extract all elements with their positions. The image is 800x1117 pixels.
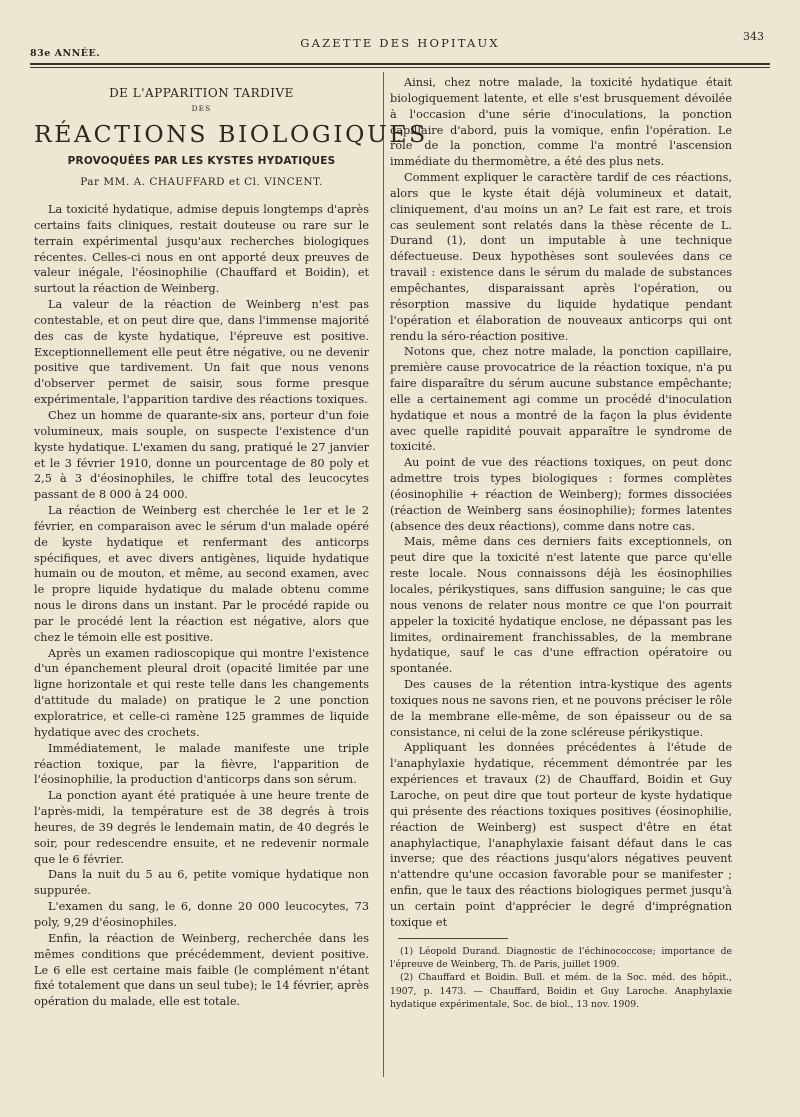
article-des: DES: [191, 104, 212, 113]
article-heading: DE L'APPARITION TARDIVE: [109, 86, 294, 100]
header-rule-thin: [30, 67, 770, 68]
paragraph: Après un examen radioscopique qui montre l'existence d'un épanchement pleural droit (opacité limitée par une ligne horizontale et qui reste telle dans les changements d'attitude du malade) on pratique le 2 une ponction exploratrice, et celle-ci ramène 125 grammes de liquide hydatique avec des crochets.: [34, 646, 369, 739]
paragraph: Dans la nuit du 5 au 6, petite vomique hydatique non suppurée.: [34, 868, 369, 898]
paragraph: Appliquant les données précédentes à l'étude de l'anaphylaxie hydatique, récemment démontrée par les expériences et travaux (2) de Chauffard, Boidin et Guy Laroche, on peut dire que tout porteur de kyste hydatique qui présente des réactions toxiques positives (éosinophilie, réaction de Weinberg) est suspect d'être en état anaphylactique, l'anaphylaxie faisant défaut dans le cas inverse; que des réactions jusqu'alors négatives peuvent n'attendre qu'une occasion favorable pour se manifester ; enfin, que le taux des réactions biologiques permet jusqu'à un certain point d'apprécier le degré d'imprégnation toxique et: [390, 741, 732, 929]
paragraph: Notons que, chez notre malade, la ponction capillaire, première cause provocatrice de la réaction toxique, n'a pu faire disparaître du sérum aucune substance empêchante; elle a certainement agi comme un procédé d'inoculation hydatique et nous a montré de la façon la plus évidente avec quelle rapidité pouvait apparaître le syndrome de toxicité.: [390, 345, 732, 454]
paragraph: Des causes de la rétention intra-kystique des agents toxiques nous ne savons rien, et ne pouvons préciser le rôle de la membrane elle-même, de son épaisseur ou de sa consistance, ni celui de la zone scléreuse périkystique.: [390, 678, 732, 739]
footnotes: [390, 945, 732, 1012]
paragraph: La valeur de la réaction de Weinberg n'est pas contestable, et on peut dire que, dans l'immense majorité des cas de kyste hydatique, l'épreuve est positive. Exceptionnellement elle peut être négative, ou ne devenir positive que tardivement. Un fait que nous venons d'observer permet de saisir, sous forme presque expérimentale, l'apparition tardive des réactions toxiques.: [34, 298, 369, 407]
right-column: [390, 75, 732, 1085]
paragraph: Mais, même dans ces derniers faits exceptionnels, on peut dire que la toxicité n'est latente que parce qu'elle reste locale. Nous connaissons déjà les éosinophilies locales, périkystiques, sans diffusion sanguine; le cas que nous venons de relater nous montre ce que l'on pourrait appeler la toxicité hydatique enclose, ne dépassant pas les limites, ordinairement franchissables, de la membrane hydatique, sauf le cas d'une effraction opératoire ou spontanée.: [390, 535, 732, 676]
left-body: [34, 202, 369, 1010]
paragraph: La toxicité hydatique, admise depuis longtemps d'après certains faits cliniques, restait douteuse ou rare sur le terrain expérimental jusqu'aux recherches biologiques récentes. Celles-ci nous en ont apporté deux preuves de valeur inégale, l'éosinophilie (Chauffard et Boidin), et surtout la réaction de Weinberg.: [34, 203, 369, 296]
right-body: [390, 75, 732, 931]
paragraph: La réaction de Weinberg est cherchée le 1er et le 2 février, en comparaison avec le sérum d'un malade opéré de kyste hydatique et renfermant des anticorps spécifiques, et avec divers antigènes, liquide hydatique humain ou de mouton, et même, au second examen, avec le propre liquide hydatique du malade obtenu comme nous le dirons dans un instant. Par le procédé rapide ou par le procédé lent la réaction est négative, alors que chez le témoin elle est positive.: [34, 504, 369, 644]
paragraph: Comment expliquer le caractère tardif de ces réactions, alors que le kyste était déjà volumineux et datait, cliniquement, d'au moins un an? Le fait est rare, et trois cas seulement sont relatés dans la thèse récente de L. Durand (1), dont un imputable à une technique défectueuse. Deux hypothèses sont soulevées dans ce travail : existence dans le sérum du malade de substances empêchantes, disparaissant après l'opération, ou résorption massive du liquide hydatique pendant l'opération et élaboration de nouveaux anticorps qui ont rendu la séro-réaction positive.: [390, 171, 732, 343]
journal-title: GAZETTE DES HOPITAUX: [300, 36, 500, 50]
article-authors: Par MM. A. CHAUFFARD et Cl. VINCENT.: [80, 176, 323, 188]
paragraph: Au point de vue des réactions toxiques, on peut donc admettre trois types biologiques : formes complètes (éosinophilie + réaction de Weinberg); formes dissociées (réaction de Weinberg sans éosinophilie); formes latentes (absence des deux réactions), comme dans notre cas.: [390, 456, 732, 533]
footnote-separator: [398, 938, 508, 939]
article-subtitle: PROVOQUÉES PAR LES KYSTES HYDATIQUES: [67, 155, 336, 167]
column-divider: [383, 72, 384, 1077]
paragraph: Chez un homme de quarante-six ans, porteur d'un foie volumineux, mais souple, on suspecte l'existence d'un kyste hydatique. L'examen du sang, pratiqué le 27 janvier et le 3 février 1910, donne un pourcentage de 80 poly et 2,5 à 3 d'éosinophiles, le chiffre total des leucocytes passant de 8 000 à 24 000.: [34, 408, 369, 502]
paragraph: L'examen du sang, le 6, donne 20 000 leucocytes, 73 poly, 9,29 d'éosinophiles.: [34, 900, 369, 929]
footnote: (1) Léopold Durand. Diagnostic de l'échinococcose; importance de l'épreuve de Weinberg, Th. de Paris, juillet 1909.: [390, 945, 732, 970]
page-number: 343: [743, 30, 764, 43]
page-header: [30, 30, 770, 66]
volume-year: 83e ANNÉE.: [30, 48, 101, 59]
header-rule-thick: [30, 63, 770, 65]
left-column: [34, 75, 428, 1085]
paragraph: La ponction ayant été pratiquée à une heure trente de l'après-midi, la température est de 38 degrés à trois heures, de 39 degrés le lendemain matin, de 40 degrés le soir, pour redescendre ensuite, et ne redevenir normale que le 6 février.: [34, 789, 369, 866]
article-title: RÉACTIONS BIOLOGIQUES: [34, 120, 428, 148]
paragraph: Immédiatement, le malade manifeste une triple réaction toxique, par la fièvre, l'apparition de l'éosinophilie, la production d'anticorps dans son sérum.: [34, 741, 369, 787]
footnote: (2) Chauffard et Boidin. Bull. et mém. de la Soc. méd. des hôpit., 1907, p. 1473. — Chauffard, Boidin et Guy Laroche. Anaphylaxie hydatique expérimentale, Soc. de biol., 13 nov. 1909.: [390, 972, 732, 1011]
paragraph: Enfin, la réaction de Weinberg, recherchée dans les mêmes conditions que précédemment, devient positive. Le 6 elle est certaine mais faible (le complément n'étant fixé totalement que dans un seul tube); le 14 février, après opération du malade, elle est totale.: [34, 931, 369, 1009]
paragraph: Ainsi, chez notre malade, la toxicité hydatique était biologiquement latente, et elle s'est brusquement dévoilée à l'occasion d'une série d'inoculations, la ponction capillaire d'abord, puis la vomique, enfin l'opération. Le rôle de la ponction, comme l'a montré l'ascension immédiate du thermomètre, a été des plus nets.: [390, 76, 732, 169]
